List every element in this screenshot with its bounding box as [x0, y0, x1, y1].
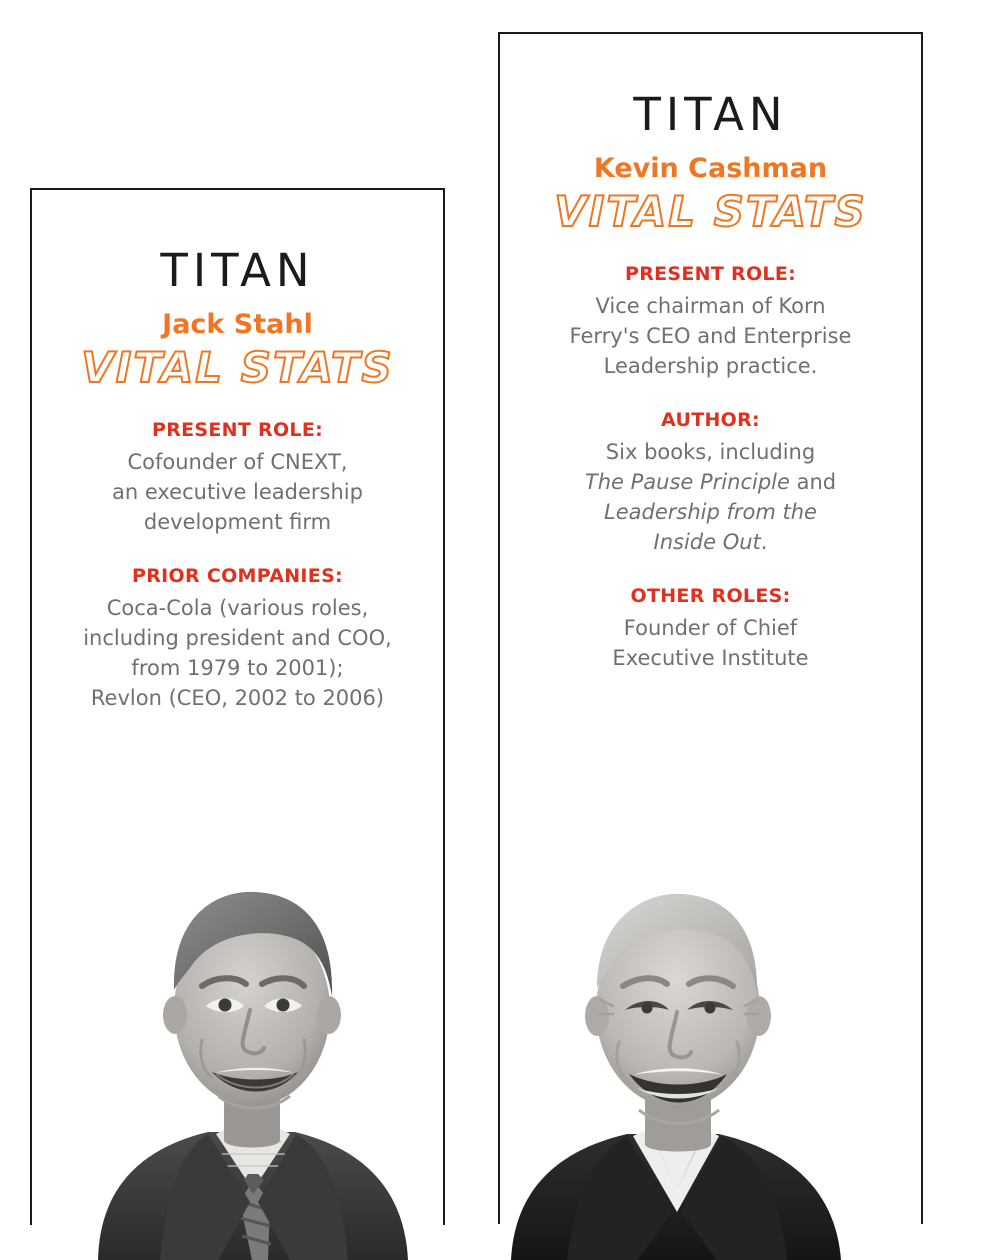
section-line: Revlon (CEO, 2002 to 2006): [90, 685, 385, 710]
portrait-kevin-cashman: [505, 860, 855, 1260]
vital-stats-heading: VITAL STATS: [81, 343, 394, 393]
person-name: Jack Stahl: [162, 309, 313, 340]
section-body: [48, 448, 427, 537]
card-content: [32, 244, 443, 714]
section-body: [516, 614, 905, 674]
portrait-jack-stahl: [90, 850, 415, 1260]
section-label: PRIOR COMPANIES:: [132, 564, 343, 587]
vital-stats-heading: VITAL STATS: [554, 187, 867, 237]
section-body: [516, 292, 905, 381]
section-prior-companies: [48, 564, 427, 714]
section-line: an executive leadership: [112, 480, 363, 505]
titan-heading: TITAN: [160, 244, 315, 297]
section-body: [48, 594, 427, 713]
portrait-image: [90, 850, 415, 1260]
section-line: from 1979 to 2001);: [131, 656, 344, 681]
text-run: .: [760, 529, 768, 554]
section-present-role: [48, 418, 427, 538]
section-line: Leadership practice.: [603, 353, 818, 378]
section-line: Cofounder of CNEXT,: [127, 450, 348, 475]
section-line: [516, 498, 905, 528]
section-line: Coca-Cola (various roles,: [106, 596, 369, 621]
portrait-image: [505, 860, 855, 1260]
section-line: including president and COO,: [83, 626, 392, 651]
card-content: [500, 88, 921, 674]
section-line: Vice chairman of Korn: [595, 294, 826, 319]
section-line: [516, 528, 905, 558]
book-title: The Pause Principle: [584, 470, 790, 495]
section-label: PRESENT ROLE:: [151, 418, 324, 441]
section-body: [516, 438, 905, 557]
titan-heading: TITAN: [633, 88, 788, 141]
section-present-role: [516, 262, 905, 382]
section-line: Executive Institute: [612, 646, 809, 671]
text-run: and: [789, 470, 837, 495]
book-title: Leadership from the: [604, 500, 817, 525]
section-other-roles: [516, 584, 905, 674]
book-title: Inside Out: [653, 529, 761, 554]
section-author: [516, 408, 905, 558]
section-line: development firm: [143, 509, 332, 534]
section-line: Founder of Chief: [623, 616, 798, 641]
section-line: [516, 468, 905, 498]
section-label: AUTHOR:: [661, 408, 760, 431]
section-line: [516, 438, 905, 468]
section-label: OTHER ROLES:: [630, 584, 791, 607]
section-label: PRESENT ROLE:: [624, 262, 797, 285]
section-line: Ferry's CEO and Enterprise: [569, 324, 852, 349]
text-run: Six books, including: [605, 440, 816, 465]
person-name: Kevin Cashman: [593, 153, 828, 184]
